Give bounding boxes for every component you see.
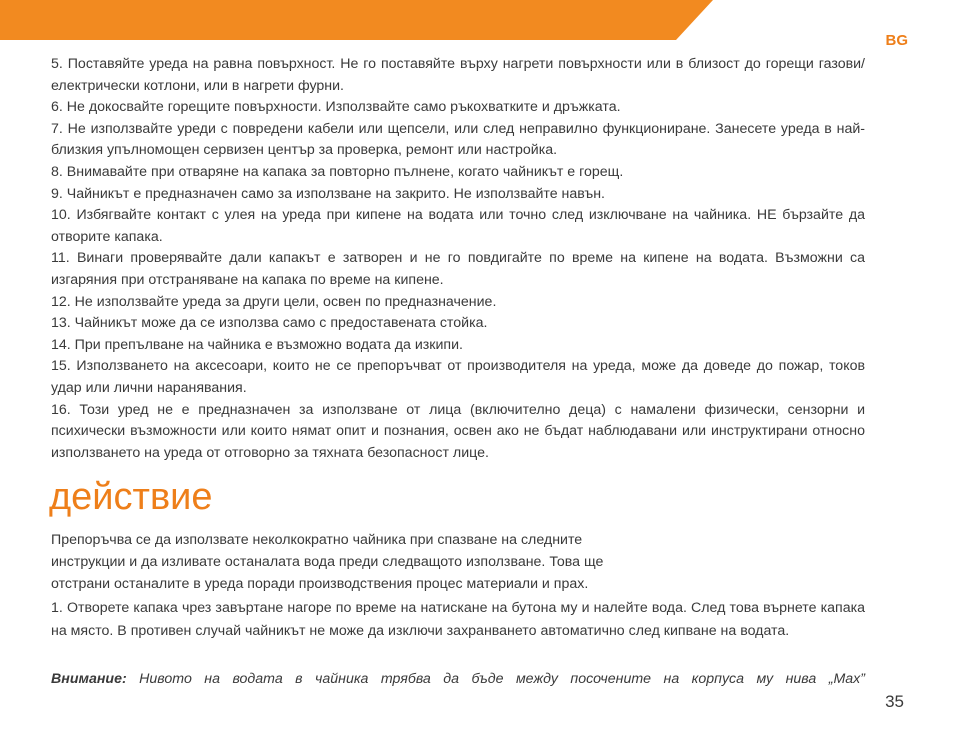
section-heading: действие: [49, 476, 213, 518]
note-text: Нивото на водата в чайника трябва да бъде между посочените на корпуса му нива „Max”: [126, 671, 865, 687]
list-item: 11. Винаги проверявайте дали капакът е затворен и не го повдигайте по време на кипене на водата. Възможни са изгаряния при отстраняване на капака по време на кипене.: [51, 250, 865, 288]
page-number: 35: [885, 692, 904, 711]
list-item: 16. Този уред не е предназначен за използване от лица (включително деца) с намалени физически, сензорни и психически възможности или които нямат опит и познания, освен ако не бъдат наблюдавани или инструктирани относно използването на уреда от отговорно за тяхната безопасност лице.: [51, 401, 865, 461]
list-item: 13. Чайникът може да се използва само с предоставената стойка.: [51, 315, 488, 332]
step-1-paragraph: 1. Отворете капака чрез завъртане нагоре по време на натискане на бутона му и налейте вода. След това върнете капака на място. В противен случай чайникът не може да изключи захранването автоматично след кипване на водата.: [51, 600, 865, 639]
list-item: 7. Не използвайте уреди с повредени кабели или щепсели, или след неправилно функциониране. Занесете уреда в най-близкия упълномощен сервизен център за проверка, ремонт или настройка.: [51, 120, 865, 159]
list-item: 10. Избягвайте контакт с улея на уреда при кипене на водата или точно след изключване на чайника. НЕ бързайте да отворите капака.: [51, 207, 865, 245]
intro-line: отстрани останалите в уреда поради производствения процес материали и прах.: [51, 576, 589, 592]
intro-line: Препоръчва се да използвате неколкократно чайника при спазване на следните: [51, 532, 583, 548]
list-item: 14. При препълване на чайника е възможно водата да изкипи.: [51, 336, 463, 353]
section-intro: [51, 529, 711, 595]
list-item: 9. Чайникът е предназначен само за използване на закрито. Не използвайте навън.: [51, 185, 605, 202]
list-item: 6. Не докосвайте горещите повърхности. Използвайте само ръкохватките и дръжката.: [51, 99, 621, 116]
intro-line: инструкции и да изливате останалата вода преди следващото използване. Това ще: [51, 554, 604, 570]
list-item: 12. Не използвайте уреда за други цели, освен по предназначение.: [51, 293, 497, 310]
safety-instructions-list: [51, 54, 865, 464]
note-label: Внимание:: [51, 671, 127, 687]
list-item: 5. Поставяйте уреда на равна повърхност. Не го поставяйте върху нагрети повърхности или в близост до горещи газови/електрически котлони, или в нагрети фурни.: [51, 56, 865, 94]
list-item: 8. Внимавайте при отваряне на капака за повторно пълнене, когато чайникът е горещ.: [51, 163, 624, 180]
list-item: 15. Използването на аксесоари, които не се препоръчват от производителя на уреда, може да доведе до пожар, токов удар или лични наранявания.: [51, 358, 865, 396]
top-orange-band: [0, 0, 954, 40]
warning-note: [51, 668, 865, 690]
language-code: BG: [885, 32, 908, 49]
